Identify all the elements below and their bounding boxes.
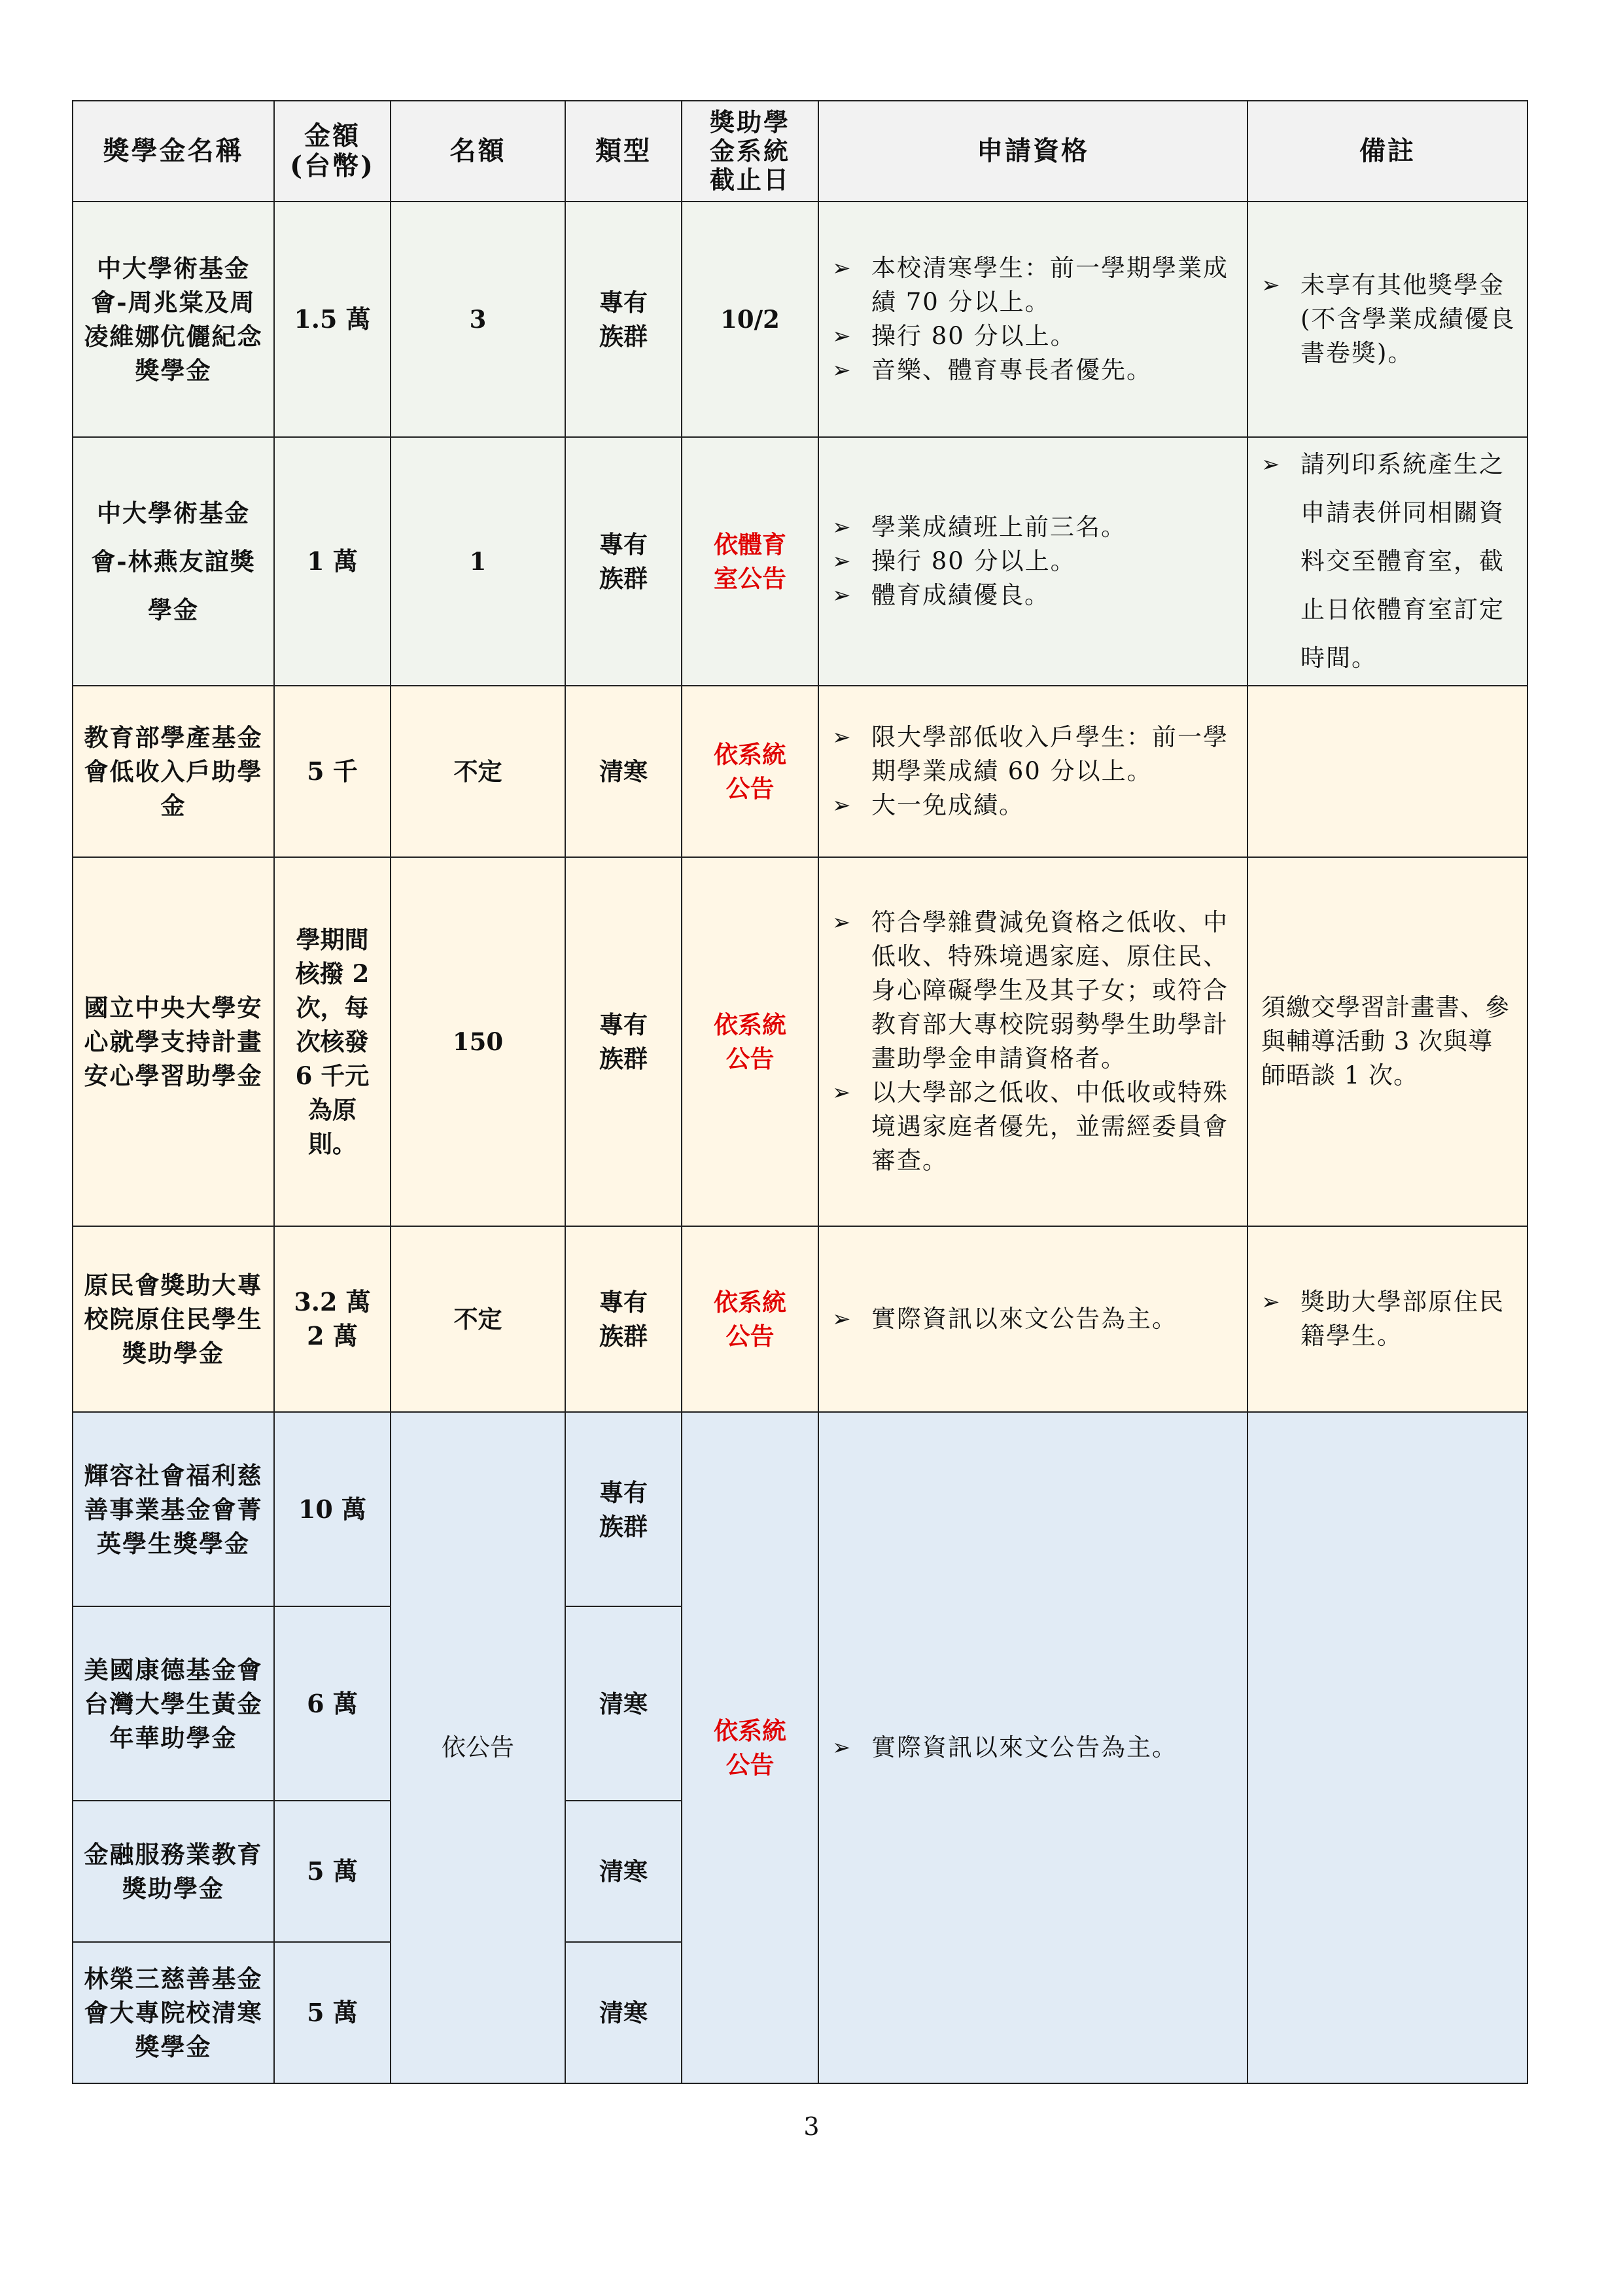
- type: 專有 族群: [565, 437, 682, 686]
- amount: 5 千: [274, 686, 391, 857]
- amount: 6 萬: [274, 1606, 391, 1801]
- table-row: [73, 857, 1527, 1226]
- type: 清寒: [565, 1801, 682, 1942]
- type: 專有 族群: [565, 1226, 682, 1412]
- table-row: [73, 437, 1527, 686]
- header-remark: 備註: [1248, 101, 1527, 202]
- quota: 3: [391, 202, 565, 437]
- amount: 10 萬: [274, 1412, 391, 1606]
- type: 專有 族群: [565, 857, 682, 1226]
- remark: [1248, 686, 1527, 857]
- scholarship-name: 金融服務業教育獎助學金: [73, 1801, 274, 1942]
- header-amount: 金額 (台幣): [274, 101, 391, 202]
- eligibility-item: ➢ 實際資訊以來文公告為主。: [832, 1731, 1240, 1765]
- amount: 1.5 萬: [274, 202, 391, 437]
- eligibility: [818, 437, 1248, 686]
- eligibility: [818, 857, 1248, 1226]
- eligibility: [818, 202, 1248, 437]
- eligibility-item: ➢ 音樂、體育專長者優先。: [832, 353, 1240, 387]
- scholarship-name: 中大學術基金會-周兆棠及周凌維娜伉儷紀念獎學金: [73, 202, 274, 437]
- header-row: [73, 101, 1527, 202]
- scholarship-name: 國立中央大學安心就學支持計畫安心學習助學金: [73, 857, 274, 1226]
- scholarship-name: 輝容社會福利慈善事業基金會菁英學生獎學金: [73, 1412, 274, 1606]
- scholarship-name: 原民會獎助大專校院原住民學生獎助學金: [73, 1226, 274, 1412]
- deadline: 依系統 公告: [682, 686, 818, 857]
- eligibility-item: ➢ 實際資訊以來文公告為主。: [832, 1302, 1240, 1336]
- quota: 不定: [391, 686, 565, 857]
- eligibility: [818, 1226, 1248, 1412]
- eligibility: [818, 686, 1248, 857]
- type: 清寒: [565, 1606, 682, 1801]
- eligibility-item: ➢ 體育成績優良。: [832, 578, 1240, 612]
- eligibility-item: ➢ 操行 80 分以上。: [832, 544, 1240, 578]
- remark: [1248, 1226, 1527, 1412]
- table-row: [73, 202, 1527, 437]
- table-row: [73, 1412, 1527, 1606]
- eligibility-item: ➢ 限大學部低收入戶學生：前一學期學業成績 60 分以上。: [832, 720, 1240, 788]
- eligibility-item: ➢ 以大學部之低收、中低收或特殊境遇家庭者優先，並需經委員會審查。: [832, 1076, 1240, 1178]
- deadline: 10/2: [682, 202, 818, 437]
- scholarship-table: [72, 100, 1528, 2084]
- eligibility-item: ➢ 操行 80 分以上。: [832, 319, 1240, 353]
- deadline: 依系統 公告: [682, 857, 818, 1226]
- remark: [1248, 437, 1527, 686]
- type: 清寒: [565, 1942, 682, 2083]
- amount: 學期間核撥 2 次，每次核發 6 千元為原則。: [274, 857, 391, 1226]
- remark: [1248, 202, 1527, 437]
- eligibility-item: ➢ 大一免成績。: [832, 788, 1240, 822]
- remark-merged: [1248, 1412, 1527, 2083]
- type: 專有 族群: [565, 1412, 682, 1606]
- deadline-merged: 依系統 公告: [682, 1412, 818, 2083]
- scholarship-name: 林榮三慈善基金會大專院校清寒獎學金: [73, 1942, 274, 2083]
- eligibility-item: ➢ 本校清寒學生：前一學期學業成績 70 分以上。: [832, 251, 1240, 319]
- scholarship-name: 美國康德基金會台灣大學生黃金年華助學金: [73, 1606, 274, 1801]
- amount: 1 萬: [274, 437, 391, 686]
- table-row: [73, 686, 1527, 857]
- remark: 須繳交學習計畫書、參與輔導活動 3 次與導師晤談 1 次。: [1248, 857, 1527, 1226]
- quota-merged: 依公告: [391, 1412, 565, 2083]
- deadline: 依體育 室公告: [682, 437, 818, 686]
- eligibility-item: ➢ 學業成績班上前三名。: [832, 510, 1240, 544]
- header-quota: 名額: [391, 101, 565, 202]
- type: 清寒: [565, 686, 682, 857]
- scholarship-name: 中大學術基金會-林燕友誼獎學金: [73, 437, 274, 686]
- deadline: 依系統 公告: [682, 1226, 818, 1412]
- header-deadline: 獎助學 金系統 截止日: [682, 101, 818, 202]
- quota: 150: [391, 857, 565, 1226]
- quota: 1: [391, 437, 565, 686]
- remark-item: ➢ 未享有其他獎學金(不含學業成績優良書卷獎)。: [1261, 268, 1520, 370]
- quota: 不定: [391, 1226, 565, 1412]
- header-name: 獎學金名稱: [73, 101, 274, 202]
- table-row: [73, 1226, 1527, 1412]
- amount: 3.2 萬 2 萬: [274, 1226, 391, 1412]
- type: 專有 族群: [565, 202, 682, 437]
- amount: 5 萬: [274, 1942, 391, 2083]
- remark-item: ➢ 請列印系統產生之申請表併同相關資料交至體育室，截止日依體育室訂定時間。: [1261, 440, 1520, 682]
- amount: 5 萬: [274, 1801, 391, 1942]
- scholarship-name: 教育部學產基金會低收入戶助學金: [73, 686, 274, 857]
- page-number: 3: [803, 2112, 820, 2141]
- header-type: 類型: [565, 101, 682, 202]
- eligibility-item: ➢ 符合學雜費減免資格之低收、中低收、特殊境遇家庭、原住民、身心障礙學生及其子女；或符合教育部大專校院弱勢學生助學計畫助學金申請資格者。: [832, 906, 1240, 1076]
- eligibility-merged: [818, 1412, 1248, 2083]
- header-eligibility: 申請資格: [818, 101, 1248, 202]
- remark-item: ➢ 獎助大學部原住民籍學生。: [1261, 1285, 1520, 1353]
